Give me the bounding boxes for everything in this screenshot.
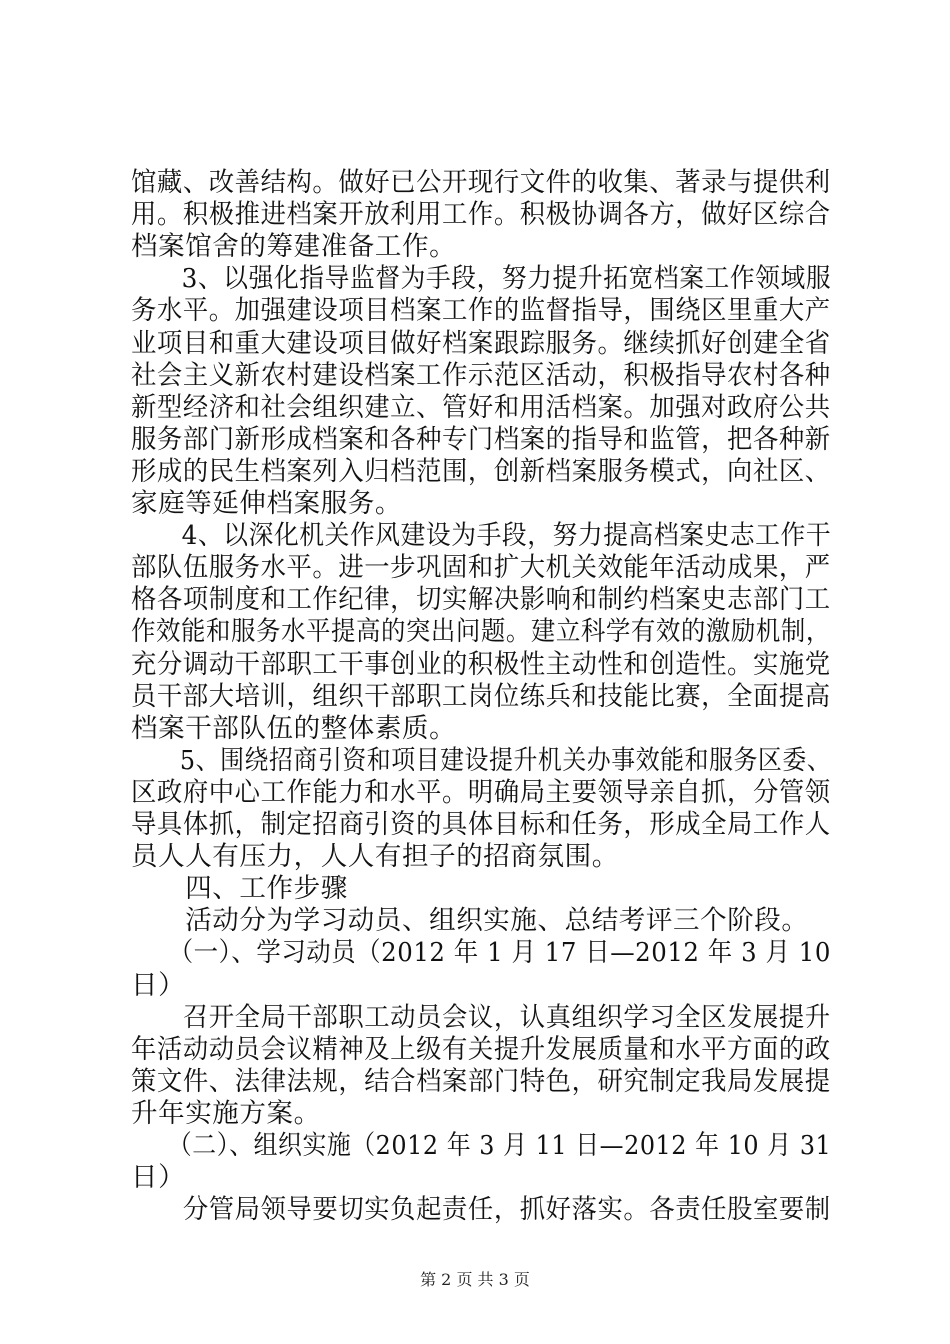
text-line: 部队伍服务水平。进一步巩固和扩大机关效能年活动成果，严	[131, 552, 831, 584]
text-line: 家庭等延伸档案服务。	[131, 488, 402, 519]
text-line: 5、围绕招商引资和项目建设提升机关办事效能和服务区委、	[131, 744, 832, 776]
text-line: 新型经济和社会组织建立、管好和用活档案。加强对政府公共	[131, 391, 831, 423]
text-line: 格各项制度和工作纪律，切实解决影响和制约档案史志部门工	[131, 584, 831, 616]
text-line: 活动分为学习动员、组织实施、总结考评三个阶段。	[131, 905, 809, 937]
text-line: 4、以深化机关作风建设为手段，努力提高档案史志工作干	[131, 520, 832, 552]
text-line: 四、工作步骤	[131, 873, 348, 905]
text-line: 升年实施方案。	[131, 1097, 321, 1129]
text-line: 日）	[131, 969, 186, 1001]
text-line: 年活动动员会议精神及上级有关提升发展质量和水平方面的政	[131, 1033, 831, 1065]
text-line: 务水平。加强建设项目档案工作的监督指导，围绕区里重大产	[131, 295, 831, 327]
text-line: 社会主义新农村建设档案工作示范区活动，积极指导农村各种	[131, 359, 831, 391]
text-line: 档案馆舍的筹建准备工作。	[131, 231, 457, 263]
text-line: 用。积极推进档案开放利用工作。积极协调各方，做好区综合	[131, 199, 831, 231]
text-line: 分管局领导要切实负起责任，抓好落实。各责任股室要制	[131, 1194, 831, 1226]
text-line: 作效能和服务水平提高的突出问题。建立科学有效的激励机制，	[131, 616, 831, 648]
text-line: 策文件、法律法规，结合档案部门特色，研究制定我局发展提	[131, 1065, 831, 1097]
text-line: （二）、组织实施（2012 年 3 月 11 日—2012 年 10 月 31	[131, 1130, 832, 1161]
text-line: （一）、学习动员（2012 年 1 月 17 日—2012 年 3 月 10	[131, 937, 831, 969]
text-line: 形成的民生档案列入归档范围，创新档案服务模式，向社区、	[131, 455, 831, 487]
text-line: 档案干部队伍的整体素质。	[131, 712, 457, 744]
text-line: 员人人有压力，人人有担子的招商氛围。	[131, 841, 619, 873]
text-line: 充分调动干部职工干事创业的积极性主动性和创造性。实施党	[131, 648, 831, 680]
text-line: 导具体抓，制定招商引资的具体目标和任务，形成全局工作人	[131, 809, 831, 840]
text-line: 服务部门新形成档案和各种专门档案的指导和监管，把各种新	[131, 423, 831, 455]
text-line: 召开全局干部职工动员会议，认真组织学习全区发展提升	[131, 1001, 831, 1033]
text-line: 业项目和重大建设项目做好档案跟踪服务。继续抓好创建全省	[131, 327, 831, 359]
text-line: 馆藏、改善结构。做好已公开现行文件的收集、著录与提供利	[131, 167, 831, 198]
text-line: 区政府中心工作能力和水平。明确局主要领导亲自抓，分管领	[131, 776, 831, 808]
text-line: 员干部大培训，组织干部职工岗位练兵和技能比赛，全面提高	[131, 680, 831, 712]
text-line: 3、以强化指导监督为手段，努力提升拓宽档案工作领域服	[131, 263, 832, 295]
page-footer: 第 2 页 共 3 页	[420, 1270, 530, 1289]
text-line: 日）	[131, 1162, 186, 1194]
